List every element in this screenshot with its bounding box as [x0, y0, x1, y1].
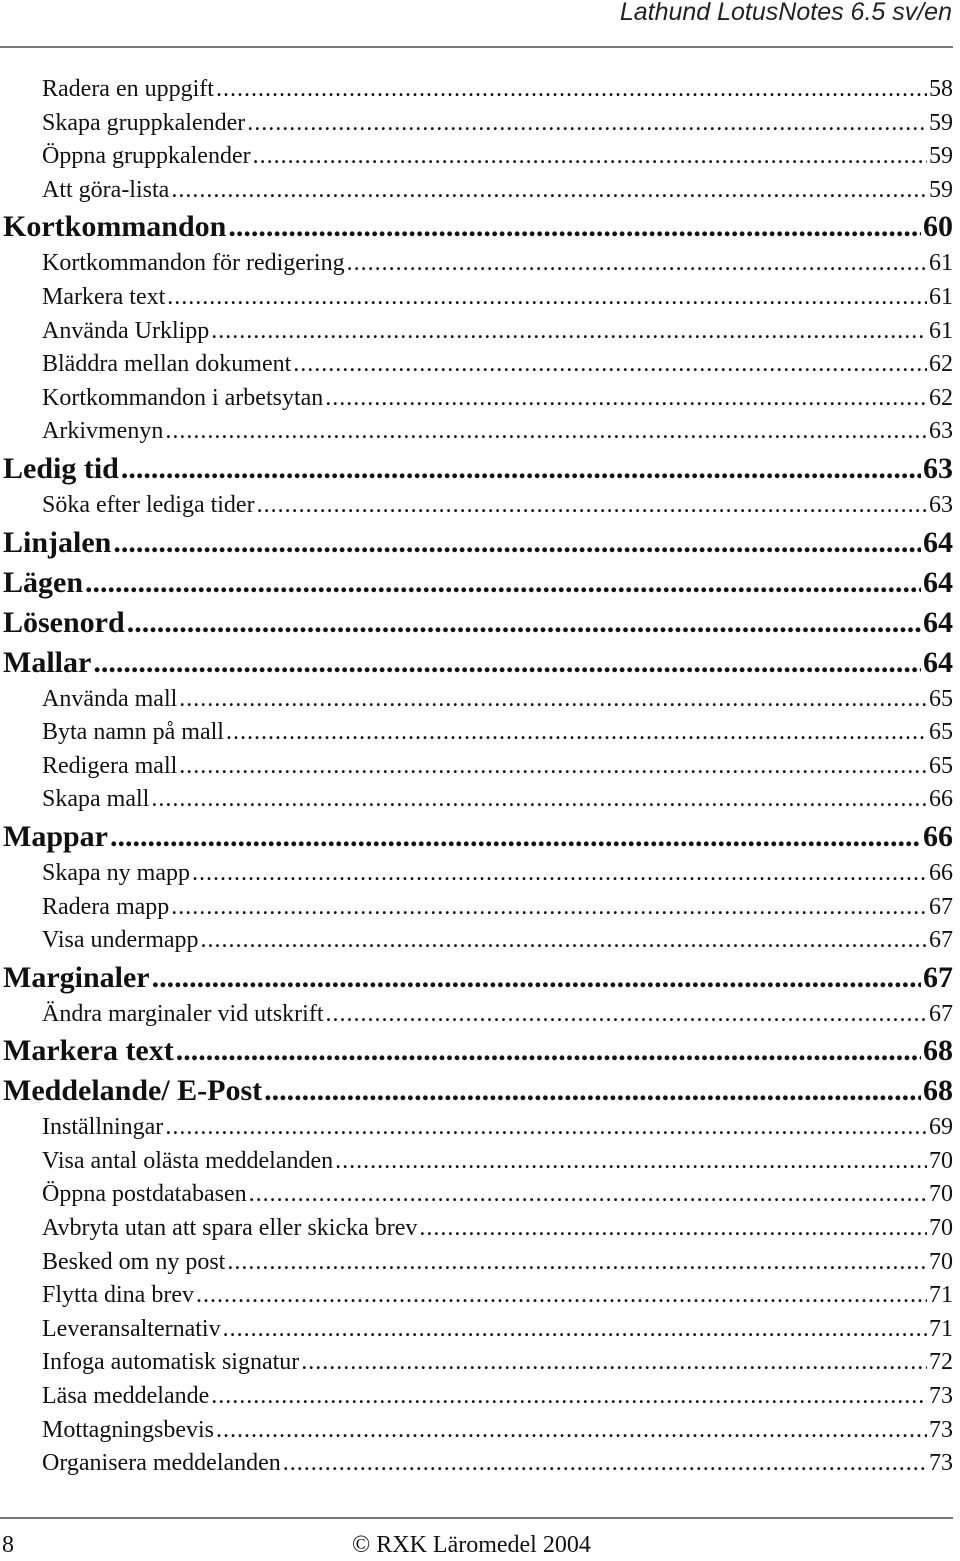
toc-entry[interactable]	[0, 1346, 953, 1380]
toc-page-number: 61	[929, 317, 953, 344]
toc-heading[interactable]	[0, 1031, 953, 1071]
toc-title: Mallar	[3, 645, 92, 679]
toc-page-number: 60	[923, 210, 953, 244]
dot-leader	[335, 1145, 927, 1179]
toc-heading[interactable]	[0, 523, 953, 563]
toc-title: Markera text	[42, 283, 166, 310]
toc-entry[interactable]	[0, 683, 953, 717]
toc-title: Byta namn på mall	[42, 719, 224, 746]
dot-leader	[165, 1111, 927, 1145]
dot-leader	[283, 1447, 927, 1481]
toc-page-number: 65	[929, 752, 953, 779]
dot-leader	[171, 174, 927, 208]
toc-title: Ledig tid	[3, 451, 119, 485]
toc-entry[interactable]	[0, 1279, 953, 1313]
dot-leader	[127, 603, 921, 643]
dot-leader	[151, 783, 927, 817]
toc-page-number: 70	[929, 1147, 953, 1174]
toc-entry[interactable]	[0, 489, 953, 523]
toc-page-number: 71	[929, 1282, 953, 1309]
toc-entry[interactable]	[0, 382, 953, 416]
toc-page-number: 64	[923, 525, 953, 559]
toc-page-number: 62	[929, 384, 953, 411]
toc-entry[interactable]	[0, 1145, 953, 1179]
dot-leader	[113, 523, 921, 563]
toc-title: Besked om ny post	[42, 1248, 226, 1275]
copyright: © RXK Läromedel 2004	[352, 1532, 591, 1558]
toc-title: Markera text	[3, 1034, 174, 1068]
toc-title: Söka efter lediga tider	[42, 491, 255, 518]
toc-page-number: 68	[923, 1034, 953, 1068]
toc-entry[interactable]	[0, 924, 953, 958]
dot-leader	[167, 281, 927, 315]
toc-title: Radera mapp	[42, 893, 170, 920]
toc-title: Använda Urklipp	[42, 317, 210, 344]
toc-title: Lägen	[3, 565, 84, 599]
dot-leader	[228, 207, 921, 247]
toc-title: Visa antal olästa meddelanden	[42, 1147, 334, 1174]
toc-title: Lösenord	[3, 605, 125, 639]
toc-title: Meddelande/ E-Post	[3, 1074, 263, 1108]
toc-entry[interactable]	[0, 857, 953, 891]
toc-page-number: 69	[929, 1114, 953, 1141]
toc-page-number: 61	[929, 283, 953, 310]
dot-leader	[325, 998, 927, 1032]
dot-leader	[211, 1380, 927, 1414]
toc-entry[interactable]	[0, 891, 953, 925]
toc-entry[interactable]	[0, 1111, 953, 1145]
toc-title: Öppna postdatabasen	[42, 1181, 247, 1208]
toc-page-number: 73	[929, 1450, 953, 1477]
dot-leader	[171, 891, 927, 925]
toc-page-number: 67	[923, 960, 953, 994]
running-header: Lathund LotusNotes 6.5 sv/en	[619, 0, 952, 26]
toc-page-number: 66	[929, 786, 953, 813]
toc-entry[interactable]	[0, 1380, 953, 1414]
toc-entry[interactable]	[0, 750, 953, 784]
toc-title: Flytta dina brev	[42, 1282, 194, 1309]
toc-entry[interactable]	[0, 998, 953, 1032]
toc-page-number: 63	[929, 418, 953, 445]
dot-leader	[264, 1071, 921, 1111]
toc-entry[interactable]	[0, 73, 953, 107]
toc-entry[interactable]	[0, 1246, 953, 1280]
toc-page-number: 68	[923, 1074, 953, 1108]
dot-leader	[253, 140, 927, 174]
toc-page-number: 70	[929, 1215, 953, 1242]
toc-entry[interactable]	[0, 1313, 953, 1347]
toc-title: Leveransalternativ	[42, 1315, 221, 1342]
toc-title: Arkivmenyn	[42, 418, 164, 445]
toc-title: Visa undermapp	[42, 927, 199, 954]
toc-title: Kortkommandon för redigering	[42, 250, 345, 277]
dot-leader	[216, 1414, 927, 1448]
toc-page-number: 72	[929, 1349, 953, 1376]
toc-page-number: 70	[929, 1248, 953, 1275]
toc-title: Skapa ny mapp	[42, 859, 190, 886]
toc-title: Marginaler	[3, 960, 150, 994]
toc-title: Skapa gruppkalender	[42, 109, 246, 136]
toc-entry[interactable]	[0, 716, 953, 750]
toc-heading[interactable]	[0, 449, 953, 489]
toc-entry[interactable]	[0, 281, 953, 315]
toc-title: Avbryta utan att spara eller skicka brev	[42, 1215, 418, 1242]
toc-page-number: 65	[929, 719, 953, 746]
toc-title: Kortkommandon	[3, 210, 227, 244]
toc-entry[interactable]	[0, 1447, 953, 1481]
dot-leader	[179, 750, 927, 784]
dot-leader	[227, 1246, 927, 1280]
dot-leader	[347, 247, 927, 281]
dot-leader	[152, 958, 921, 998]
toc-entry[interactable]	[0, 1178, 953, 1212]
toc-entry[interactable]	[0, 247, 953, 281]
toc-title: Kortkommandon i arbetsytan	[42, 384, 324, 411]
toc-page-number: 67	[929, 1000, 953, 1027]
dot-leader	[196, 1279, 927, 1313]
dot-leader	[223, 1313, 927, 1347]
toc-page-number: 62	[929, 351, 953, 378]
toc-title: Organisera meddelanden	[42, 1450, 281, 1477]
toc-entry[interactable]	[0, 107, 953, 141]
toc-title: Redigera mall	[42, 752, 178, 779]
toc-entry[interactable]	[0, 348, 953, 382]
toc-entry[interactable]	[0, 1414, 953, 1448]
toc-page-number: 59	[929, 143, 953, 170]
dot-leader	[121, 449, 921, 489]
toc-page-number: 64	[923, 605, 953, 639]
toc-entry[interactable]	[0, 783, 953, 817]
dot-leader	[293, 348, 927, 382]
toc-title: Linjalen	[3, 525, 112, 559]
dot-leader	[249, 1178, 927, 1212]
toc-page-number: 71	[929, 1315, 953, 1342]
toc-heading[interactable]	[0, 643, 953, 683]
toc-page-number: 64	[923, 645, 953, 679]
dot-leader	[93, 643, 921, 683]
toc-title: Använda mall	[42, 685, 178, 712]
dot-leader	[216, 73, 927, 107]
dot-leader	[85, 563, 921, 603]
toc-page-number: 67	[929, 893, 953, 920]
toc-heading[interactable]	[0, 207, 953, 247]
toc-page-number: 66	[923, 819, 953, 853]
toc-page-number: 63	[929, 491, 953, 518]
toc-title: Mappar	[3, 819, 108, 853]
dot-leader	[176, 1031, 921, 1071]
dot-leader	[110, 817, 921, 857]
footer-rule	[0, 1517, 953, 1519]
toc-title: Att göra-lista	[42, 176, 170, 203]
toc-heading[interactable]	[0, 603, 953, 643]
toc-title: Ändra marginaler vid utskrift	[42, 1000, 324, 1027]
toc-title: Bläddra mellan dokument	[42, 351, 292, 378]
dot-leader	[301, 1346, 927, 1380]
toc-heading[interactable]	[0, 817, 953, 857]
dot-leader	[201, 924, 927, 958]
header-rule	[0, 46, 953, 48]
dot-leader	[247, 107, 927, 141]
toc-page-number: 63	[923, 451, 953, 485]
toc-page-number: 59	[929, 176, 953, 203]
toc-entry[interactable]	[0, 1212, 953, 1246]
toc-title: Mottagningsbevis	[42, 1416, 214, 1443]
toc-title: Skapa mall	[42, 786, 150, 813]
toc-page-number: 70	[929, 1181, 953, 1208]
page-number: 8	[2, 1532, 14, 1558]
toc-heading[interactable]	[0, 958, 953, 998]
dot-leader	[257, 489, 927, 523]
toc-title: Infoga automatisk signatur	[42, 1349, 300, 1376]
toc-title: Inställningar	[42, 1114, 164, 1141]
toc-page-number: 73	[929, 1416, 953, 1443]
toc-entry[interactable]	[0, 315, 953, 349]
toc-page-number: 65	[929, 685, 953, 712]
toc-entry[interactable]	[0, 415, 953, 449]
dot-leader	[179, 683, 927, 717]
toc-heading[interactable]	[0, 563, 953, 603]
dot-leader	[211, 315, 927, 349]
toc-page-number: 64	[923, 565, 953, 599]
toc-page-number: 66	[929, 859, 953, 886]
toc-page-number: 59	[929, 109, 953, 136]
dot-leader	[325, 382, 927, 416]
toc-title: Öppna gruppkalender	[42, 143, 251, 170]
dot-leader	[226, 716, 927, 750]
toc-title: Läsa meddelande	[42, 1383, 210, 1410]
dot-leader	[165, 415, 927, 449]
toc-page-number: 61	[929, 250, 953, 277]
toc-page-number: 67	[929, 927, 953, 954]
dot-leader	[419, 1212, 927, 1246]
toc-page-number: 73	[929, 1383, 953, 1410]
toc-entry[interactable]	[0, 140, 953, 174]
toc-title: Radera en uppgift	[42, 76, 214, 102]
toc-page-number: 58	[929, 76, 953, 102]
toc-entry[interactable]	[0, 174, 953, 208]
dot-leader	[192, 857, 927, 891]
table-of-contents	[0, 73, 953, 1481]
toc-heading[interactable]	[0, 1071, 953, 1111]
